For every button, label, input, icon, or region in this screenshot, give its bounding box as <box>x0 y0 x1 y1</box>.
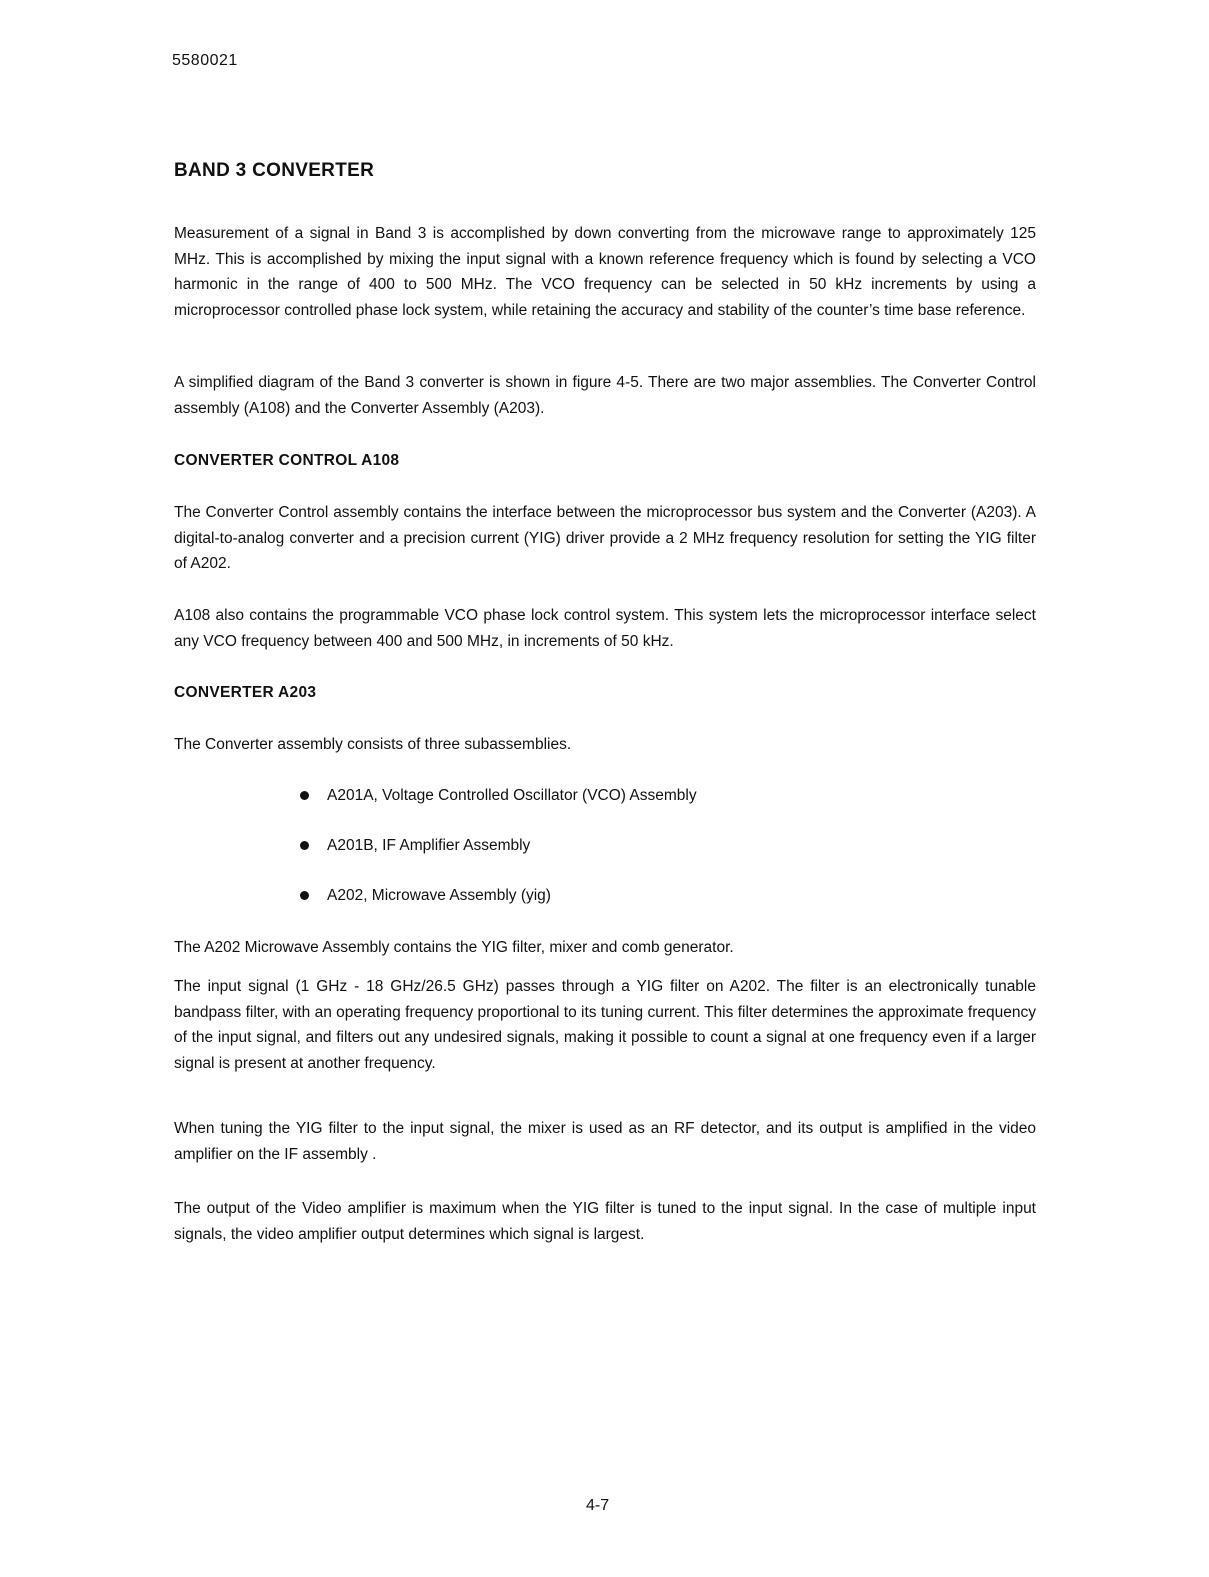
bullet-icon <box>300 841 309 850</box>
converter-control-paragraph-1: The Converter Control assembly contains the interface between the microprocessor bus system and the Converter (A203). A digital-to-analog converter and a precision current (YIG) driver provide a 2 MHz frequency resolution for setting the YIG filter of A202. <box>174 504 1036 572</box>
list-item <box>300 833 697 883</box>
bullet-icon <box>300 791 309 800</box>
list-item <box>300 783 697 833</box>
subassembly-label: A201B, IF Amplifier Assembly <box>327 837 531 854</box>
list-item <box>300 883 697 933</box>
converter-paragraph-2: The input signal (1 GHz - 18 GHz/26.5 GHz) passes through a YIG filter on A202. The filter is an electronically tunable bandpass filter, with an operating frequency proportional to its tuning current. This filter determines the approximate frequency of the input signal, and filters out any undesired signals, making it possible to count a signal at one frequency even if a larger signal is present at another frequency. <box>174 978 1036 1072</box>
converter-control-paragraph-2: A108 also contains the programmable VCO phase lock control system. This system lets the microprocessor interface select any VCO frequency between 400 and 500 MHz, in increments of 50 kHz. <box>174 607 1036 650</box>
converter-paragraph-3: When tuning the YIG filter to the input signal, the mixer is used as an RF detector, and its output is amplified in the video amplifier on the IF assembly . <box>174 1120 1036 1163</box>
intro-paragraph-1: Measurement of a signal in Band 3 is accomplished by down converting from the microwave range to approximately 125 MHz. This is accomplished by mixing the input signal with a known reference frequency which is found by selecting a VCO harmonic in the range of 400 to 500 MHz. The VCO frequency can be selected in 50 kHz increments by using a microprocessor controlled phase lock system, while retaining the accuracy and stability of the counter’s time base reference. <box>174 225 1036 319</box>
bullet-icon <box>300 891 309 900</box>
page-number: 4-7 <box>586 1497 610 1514</box>
document-number: 5580021 <box>172 52 238 69</box>
converter-control-heading: CONVERTER CONTROL A108 <box>174 452 400 469</box>
converter-paragraph-1: The A202 Microwave Assembly contains the YIG filter, mixer and comb generator. <box>174 939 734 956</box>
converter-intro: The Converter assembly consists of three subassemblies. <box>174 736 572 753</box>
converter-paragraph-4: The output of the Video amplifier is maximum when the YIG filter is tuned to the input signal. In the case of multiple input signals, the video amplifier output determines which signal is largest. <box>174 1200 1036 1243</box>
subassembly-label: A201A, Voltage Controlled Oscillator (VCO) Assembly <box>327 787 697 804</box>
intro-paragraph-2: A simplified diagram of the Band 3 converter is shown in figure 4-5. There are two major assemblies. The Converter Control assembly (A108) and the Converter Assembly (A203). <box>174 374 1036 417</box>
subassembly-list <box>300 783 697 933</box>
converter-heading: CONVERTER A203 <box>174 684 317 701</box>
section-title: BAND 3 CONVERTER <box>174 160 375 181</box>
subassembly-label: A202, Microwave Assembly (yig) <box>327 887 551 904</box>
